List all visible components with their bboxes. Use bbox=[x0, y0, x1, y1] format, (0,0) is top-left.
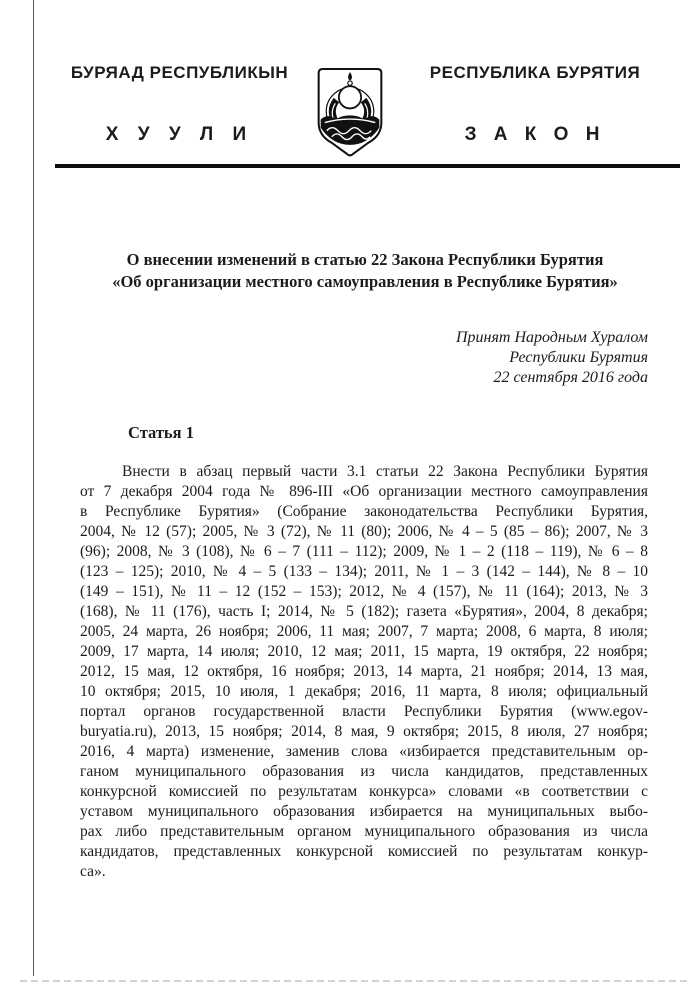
body-line: (123 – 125); 2010, № 4 – 5 (133 – 134); 2011, № 1 – 3 (142 – 144), № 8 – 10 bbox=[80, 563, 648, 580]
body-line: са». bbox=[80, 863, 106, 880]
body-line: 2005, 24 марта, 26 ноября; 2006, 11 мая; 2007, 7 марта; 2008, 6 марта, 8 июля; bbox=[80, 623, 648, 640]
body-line: 10 октября; 2015, 10 июля, 1 декабря; 2016, 11 марта, 8 июля; официальный bbox=[80, 683, 648, 700]
body-line: рах либо представительным органом муниципального образования из числа bbox=[80, 823, 648, 840]
adoption-line-1: Принят Народным Хуралом bbox=[455, 329, 648, 346]
body-line: (168), № 11 (176), часть I; 2014, № 5 (182); газета «Бурятия», 2004, 8 декабря; bbox=[80, 603, 648, 620]
body-paragraph bbox=[80, 462, 648, 882]
body-line: 2004, № 12 (57); 2005, № 3 (72), № 11 (80); 2006, № 4 – 5 (85 – 86); 2007, № 3 bbox=[80, 523, 648, 540]
body-line: (149 – 151), № 11 – 12 (152 – 153); 2012, № 4 (157), № 11 (164); 2013, № 3 bbox=[80, 583, 648, 600]
header-left-title: БУРЯАД РЕСПУБЛИКЫН bbox=[70, 63, 289, 82]
header-right-title: РЕСПУБЛИКА БУРЯТИЯ bbox=[429, 63, 641, 82]
header-left-column bbox=[52, 63, 307, 146]
document-title bbox=[70, 249, 660, 293]
adoption-note bbox=[348, 328, 648, 388]
body-line: ганом муниципального образования из числа кандидатов, представленных bbox=[80, 763, 648, 780]
adoption-line-3: 22 сентября 2016 года bbox=[493, 369, 648, 386]
header-right-subtitle: З А К О Н bbox=[464, 124, 606, 145]
scan-edge-line bbox=[33, 0, 34, 976]
article-heading: Статья 1 bbox=[128, 423, 194, 442]
document-title-line-1: О внесении изменений в статью 22 Закона Республики Бурятия bbox=[126, 250, 604, 269]
body-line: уставом муниципального образования избирается на муниципальных выбо- bbox=[80, 803, 648, 820]
body-line: в Республике Бурятия» (Собрание законодательства Республики Бурятия, bbox=[80, 503, 648, 520]
body-line: портал органов государственной власти Республики Бурятия (www.egov- bbox=[80, 703, 648, 720]
body-line: 2016, 4 марта) изменение, заменив слова «избирается представительным ор- bbox=[80, 743, 648, 760]
body-line: 2012, 15 мая, 12 октября, 16 ноября; 2013, 14 марта, 21 ноября; 2014, 13 мая, bbox=[80, 663, 648, 680]
body-line: buryatia.ru), 2013, 15 ноября; 2014, 8 мая, 9 октября; 2015, 8 июля, 27 ноября; bbox=[80, 723, 648, 740]
body-line: Внести в абзац первый части 3.1 статьи 22 Закона Республики Бурятия bbox=[122, 463, 648, 480]
body-line: 2009, 17 марта, 14 июля; 2010, 12 мая; 2011, 15 марта, 19 октября, 22 ноября; bbox=[80, 643, 648, 660]
header-right-column bbox=[415, 63, 655, 146]
document-title-line-2: «Об организации местного самоуправления в Республике Бурятия» bbox=[112, 272, 618, 291]
body-line: кандидатов, представленных конкурсной комиссией по результатам конкур- bbox=[80, 843, 648, 860]
body-line: конкурсной комиссией по результатам конкурса» словами «в соответствии с bbox=[80, 783, 648, 800]
scan-bottom-artifact bbox=[20, 980, 688, 982]
body-line: (96); 2008, № 3 (108), № 6 – 7 (111 – 112); 2009, № 1 – 2 (118 – 119), № 6 – 8 bbox=[80, 543, 648, 560]
header-divider-rule bbox=[55, 164, 680, 168]
buryatia-coat-of-arms-icon bbox=[314, 67, 386, 160]
adoption-line-2: Республики Бурятия bbox=[509, 349, 648, 366]
body-line: от 7 декабря 2004 года № 896-III «Об организации местного самоуправления bbox=[80, 483, 648, 500]
header-left-subtitle: Х У У Л И bbox=[105, 124, 254, 145]
